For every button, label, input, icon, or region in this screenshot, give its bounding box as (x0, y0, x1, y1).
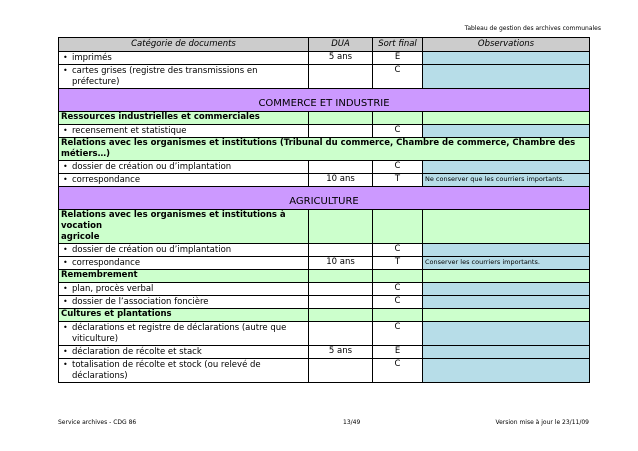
item-category-cell (59, 257, 309, 270)
group-obs-cell (423, 210, 590, 244)
group-header-row (59, 210, 590, 244)
group-header-row (59, 270, 590, 283)
group-title: Remembrement (61, 270, 138, 280)
section-header-row (59, 89, 590, 112)
group-sort-cell (373, 210, 423, 244)
bullet-icon: • (63, 53, 68, 62)
table-row (59, 52, 590, 65)
item-label: dossier de création ou d’implantation (72, 245, 232, 255)
footer-version: Version mise à jour le 23/11/09 (495, 419, 589, 426)
item-observations (423, 244, 590, 257)
item-sort-final: C (373, 161, 423, 174)
item-observations (423, 283, 590, 296)
item-sort-final: E (373, 346, 423, 359)
group-header-row (59, 309, 590, 322)
item-sort-final: C (373, 244, 423, 257)
item-sort-final: C (373, 125, 423, 138)
item-observations (423, 322, 590, 346)
header-sort-final: Sort final (373, 38, 423, 52)
table-row (59, 283, 590, 296)
item-label-continued: viticulture) (72, 334, 119, 344)
group-dua-cell (309, 309, 373, 322)
bullet-icon: • (63, 66, 68, 75)
document-header-note: Tableau de gestion des archives communales (464, 25, 601, 32)
group-title: Cultures et plantations (61, 309, 172, 319)
item-dua (309, 161, 373, 174)
table-row (59, 257, 590, 270)
group-dua-cell (309, 112, 373, 125)
item-label: déclaration de récolte et stack (72, 347, 202, 357)
footer-page-number: 13/49 (343, 419, 361, 426)
item-dua (309, 125, 373, 138)
table-body (59, 38, 590, 383)
group-obs-cell (423, 270, 590, 283)
item-dua (309, 359, 373, 383)
item-sort-final: C (373, 65, 423, 89)
section-header-row (59, 187, 590, 210)
bullet-icon: • (63, 175, 68, 184)
item-sort-final: C (373, 322, 423, 346)
section-title: AGRICULTURE (59, 187, 590, 210)
item-dua (309, 296, 373, 309)
item-dua: 10 ans (309, 257, 373, 270)
item-dua (309, 244, 373, 257)
bullet-icon: • (63, 245, 68, 254)
bullet-icon: • (63, 162, 68, 171)
bullet-icon: • (63, 297, 68, 306)
table-row (59, 125, 590, 138)
item-category-cell (59, 359, 309, 383)
header-dua: DUA (309, 38, 373, 52)
item-category-cell (59, 174, 309, 187)
table-row (59, 161, 590, 174)
item-label: totalisation de récolte et stock (ou relevé de (72, 360, 261, 370)
item-observations (423, 125, 590, 138)
group-sort-cell (373, 309, 423, 322)
table-row (59, 296, 590, 309)
group-header-row (59, 112, 590, 125)
item-label-continued: déclarations) (72, 371, 128, 381)
item-label: dossier de l’association foncière (72, 297, 209, 307)
group-dua-cell (309, 210, 373, 244)
group-sort-cell (373, 112, 423, 125)
item-label: plan, procès verbal (72, 284, 154, 294)
item-label: dossier de création ou d’implantation (72, 162, 232, 172)
item-observations: Conserver les courriers importants. (423, 257, 590, 270)
item-label: imprimés (72, 53, 112, 63)
table-row (59, 359, 590, 383)
item-category-cell (59, 244, 309, 257)
item-label: recensement et statistique (72, 126, 187, 136)
item-observations (423, 161, 590, 174)
table-header-row (59, 38, 590, 52)
group-dua-cell (309, 270, 373, 283)
group-title-cell (59, 112, 309, 125)
footer-service: Service archives - CDG 86 (58, 419, 137, 426)
group-title-cell (59, 210, 309, 244)
group-title-cell (59, 309, 309, 322)
item-dua: 5 ans (309, 346, 373, 359)
item-sort-final: C (373, 296, 423, 309)
item-observations (423, 359, 590, 383)
bullet-icon: • (63, 323, 68, 332)
item-label: déclarations et registre de déclarations (autre que (72, 323, 287, 333)
item-sort-final: C (373, 359, 423, 383)
archives-table (58, 37, 590, 383)
bullet-icon: • (63, 284, 68, 293)
table-row (59, 244, 590, 257)
item-sort-final: T (373, 174, 423, 187)
item-observations (423, 346, 590, 359)
item-label: correspondance (72, 175, 141, 185)
item-label: cartes grises (registre des transmissions en (72, 66, 258, 76)
item-category-cell (59, 283, 309, 296)
group-sort-cell (373, 270, 423, 283)
item-category-cell (59, 296, 309, 309)
item-category-cell (59, 52, 309, 65)
item-observations (423, 65, 590, 89)
item-label: correspondance (72, 258, 141, 268)
bullet-icon: • (63, 258, 68, 267)
group-obs-cell (423, 309, 590, 322)
group-header-row (59, 138, 590, 161)
item-category-cell (59, 65, 309, 89)
item-dua (309, 322, 373, 346)
item-category-cell (59, 322, 309, 346)
item-sort-final: C (373, 283, 423, 296)
bullet-icon: • (63, 347, 68, 356)
item-sort-final: T (373, 257, 423, 270)
header-category: Catégorie de documents (59, 38, 309, 52)
group-title: Relations avec les organismes et institutions à vocation (61, 210, 286, 231)
item-category-cell (59, 161, 309, 174)
section-title: COMMERCE ET INDUSTRIE (59, 89, 590, 112)
item-dua: 5 ans (309, 52, 373, 65)
group-title: Ressources industrielles et commerciales (61, 112, 260, 122)
item-dua (309, 283, 373, 296)
item-sort-final: E (373, 52, 423, 65)
bullet-icon: • (63, 360, 68, 369)
item-dua (309, 65, 373, 89)
table-row (59, 322, 590, 346)
table-row (59, 346, 590, 359)
item-observations (423, 296, 590, 309)
group-title-cell (59, 270, 309, 283)
item-observations: Ne conserver que les courriers importants. (423, 174, 590, 187)
group-title: Relations avec les organismes et institutions (Tribunal du commerce, Chambre de commerce, Chambre des métiers…) (59, 138, 590, 161)
item-category-cell (59, 346, 309, 359)
group-obs-cell (423, 112, 590, 125)
table-row (59, 174, 590, 187)
bullet-icon: • (63, 126, 68, 135)
table-row (59, 65, 590, 89)
header-observations: Observations (423, 38, 590, 52)
item-observations (423, 52, 590, 65)
item-dua: 10 ans (309, 174, 373, 187)
item-category-cell (59, 125, 309, 138)
group-title-continued: agricole (61, 232, 100, 242)
item-label-continued: préfecture) (72, 77, 120, 87)
